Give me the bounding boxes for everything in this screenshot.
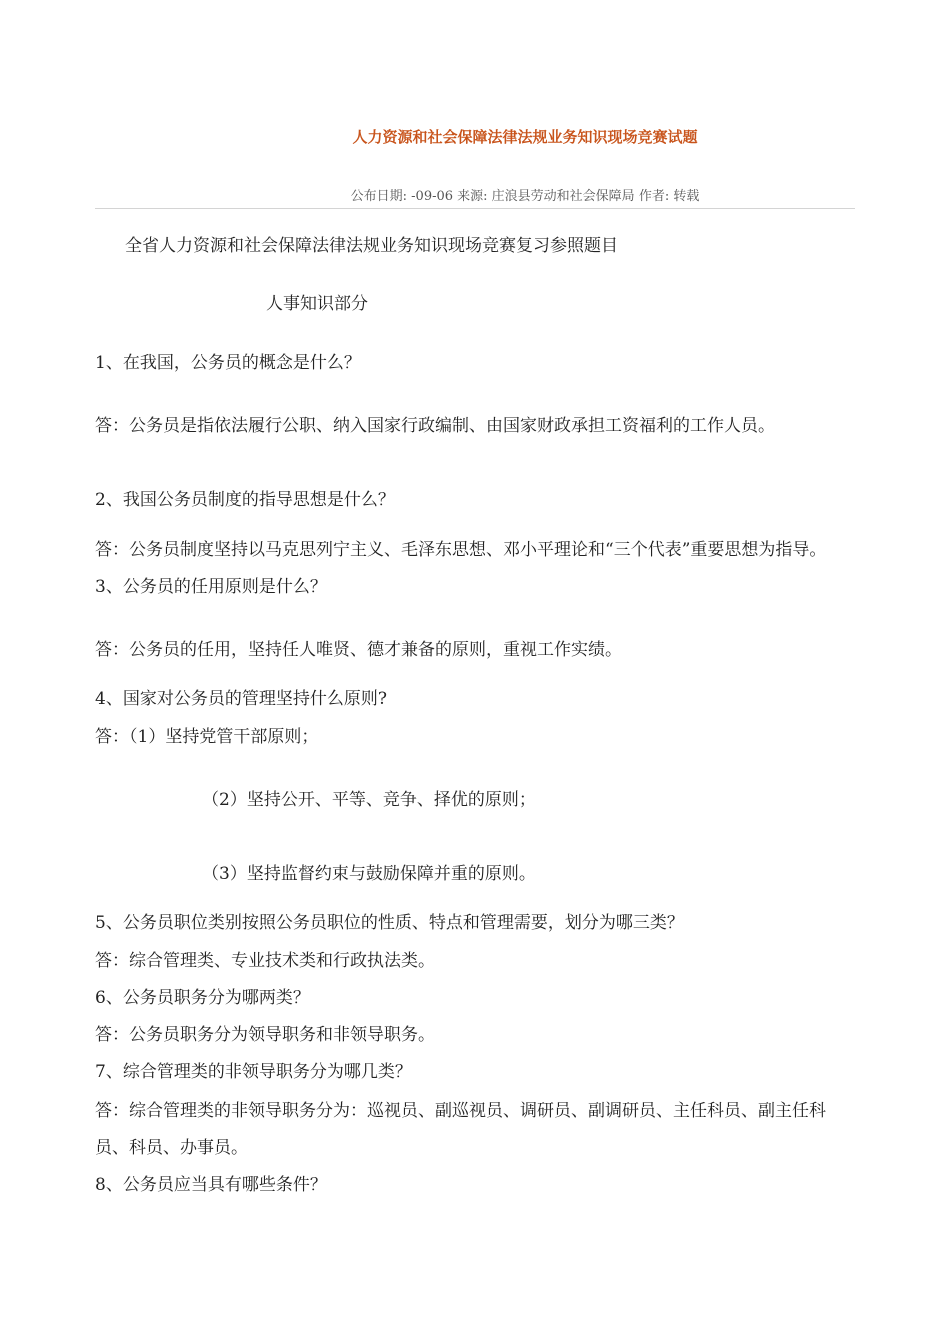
section-heading: 人事知识部分 bbox=[266, 294, 368, 314]
page-title: 人力资源和社会保障法律法规业务知识现场竞赛试题 bbox=[352, 128, 698, 146]
answer-item: （3）坚持监督约束与鼓励保障并重的原则。 bbox=[202, 864, 536, 884]
question: 7、综合管理类的非领导职务分为哪几类？ bbox=[95, 1062, 412, 1082]
question: 2、我国公务员制度的指导思想是什么？ bbox=[95, 490, 395, 510]
answer: 答：公务员的任用，坚持任人唯贤、德才兼备的原则，重视工作实绩。 bbox=[95, 640, 622, 660]
answer: 答：公务员制度坚持以马克思列宁主义、毛泽东思想、邓小平理论和“三个代表”重要思想为指导。 bbox=[95, 540, 827, 560]
answer: 答：公务员是指依法履行公职、纳入国家行政编制、由国家财政承担工资福利的工作人员。 bbox=[95, 416, 775, 436]
divider bbox=[95, 208, 855, 209]
article-meta: 公布日期: -09-06 来源: 庄浪县劳动和社会保障局 作者: 转载 bbox=[350, 189, 700, 204]
answer: 答：综合管理类、专业技术类和行政执法类。 bbox=[95, 951, 435, 971]
answer: 员、科员、办事员。 bbox=[95, 1138, 248, 1158]
question: 3、公务员的任用原则是什么？ bbox=[95, 577, 327, 597]
intro-heading: 全省人力资源和社会保障法律法规业务知识现场竞赛复习参照题目 bbox=[125, 236, 618, 256]
question: 4、国家对公务员的管理坚持什么原则? bbox=[95, 689, 387, 709]
answer: 答：综合管理类的非领导职务分为：巡视员、副巡视员、调研员、副调研员、主任科员、副主任科 bbox=[95, 1101, 826, 1121]
question: 5、公务员职位类别按照公务员职位的性质、特点和管理需要，划分为哪三类？ bbox=[95, 913, 684, 933]
question: 8、公务员应当具有哪些条件？ bbox=[95, 1175, 327, 1195]
question: 6、公务员职务分为哪两类？ bbox=[95, 988, 310, 1008]
question: 1、在我国，公务员的概念是什么？ bbox=[95, 353, 361, 373]
answer: 答：（1）坚持党管干部原则； bbox=[95, 727, 319, 747]
answer: 答：公务员职务分为领导职务和非领导职务。 bbox=[95, 1025, 435, 1045]
answer-item: （2）坚持公开、平等、竞争、择优的原则； bbox=[202, 790, 536, 810]
